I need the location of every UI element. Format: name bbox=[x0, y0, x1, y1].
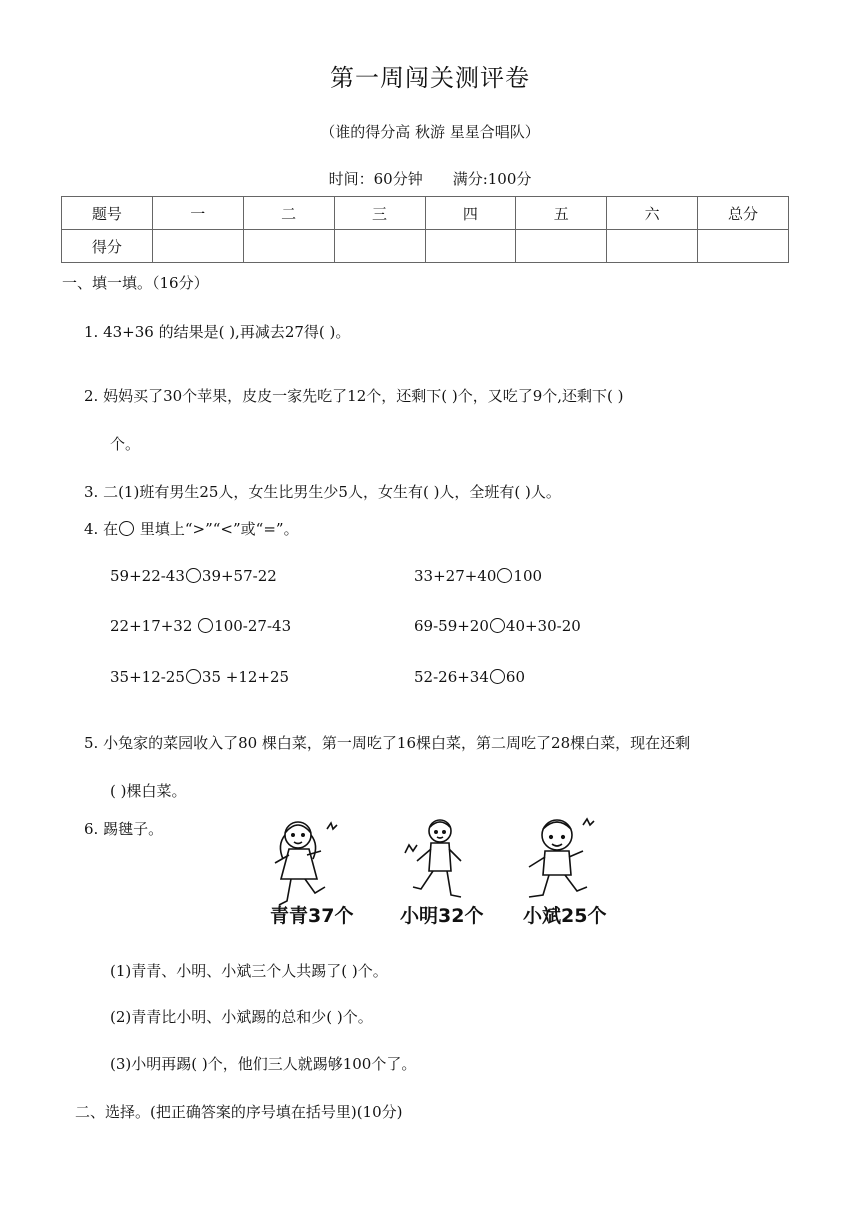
comparison-item bbox=[110, 567, 277, 585]
score-header-cell: 三 bbox=[334, 197, 425, 230]
comparison-circle[interactable] bbox=[186, 669, 201, 684]
question-6-sub-3: (3)小明再踢( )个，他们三人就踢够100个了。 bbox=[110, 1055, 417, 1073]
question-1: 1. 43+36 的结果是( ),再减去27得( )。 bbox=[84, 323, 351, 341]
question-6-sub-1: (1)青青、小明、小斌三个人共踢了( )个。 bbox=[110, 962, 388, 980]
comparison-left: 33+27+40 bbox=[414, 567, 497, 585]
score-header-cell: 二 bbox=[243, 197, 334, 230]
question-4-suffix: 里填上“>”“<”或“=”。 bbox=[135, 520, 299, 538]
score-cell[interactable] bbox=[334, 230, 425, 263]
section-1-heading: 一、填一填。（16分） bbox=[62, 274, 209, 292]
comparison-item bbox=[110, 668, 289, 686]
score-table-score-row bbox=[62, 230, 789, 263]
comparison-right: 100 bbox=[513, 567, 543, 585]
kid-label: 青青37个 bbox=[270, 905, 354, 927]
comparison-right: 40+30-20 bbox=[505, 617, 581, 635]
comparison-circle[interactable] bbox=[490, 618, 505, 633]
score-cell[interactable] bbox=[516, 230, 607, 263]
page-title: 第一周闯关测评卷 bbox=[330, 64, 530, 92]
score-header-cell: 一 bbox=[152, 197, 243, 230]
comparison-left: 52-26+34 bbox=[414, 668, 489, 686]
score-cell[interactable] bbox=[425, 230, 516, 263]
kids-illustration bbox=[265, 815, 615, 930]
comparison-item bbox=[414, 567, 542, 585]
score-header-cell: 题号 bbox=[62, 197, 153, 230]
question-4 bbox=[84, 518, 299, 539]
question-5-line-1: 5. 小兔家的菜园收入了80 棵白菜，第一周吃了16棵白菜，第二周吃了28棵白菜，现在还剩 bbox=[84, 734, 691, 752]
question-6: 6. 踢毽子。 bbox=[84, 820, 164, 838]
score-header-cell: 四 bbox=[425, 197, 516, 230]
comparison-right: 100-27-43 bbox=[214, 617, 292, 635]
comparison-item bbox=[110, 617, 291, 635]
comparison-item bbox=[414, 617, 581, 635]
score-table-header-row bbox=[62, 197, 789, 230]
comparison-right: 39+57-22 bbox=[201, 567, 277, 585]
full-score-label: 满分:100分 bbox=[452, 170, 532, 188]
question-5-line-2: ( )棵白菜。 bbox=[110, 782, 187, 800]
comparison-right: 60 bbox=[505, 668, 525, 686]
comparison-item bbox=[414, 668, 525, 686]
score-cell[interactable] bbox=[607, 230, 698, 263]
comparison-left: 69-59+20 bbox=[414, 617, 489, 635]
score-cell[interactable] bbox=[698, 230, 789, 263]
question-6-sub-2: (2)青青比小明、小斌踢的总和少( )个。 bbox=[110, 1008, 373, 1026]
comparison-circle[interactable] bbox=[497, 568, 512, 583]
question-2-line-2: 个。 bbox=[110, 435, 141, 453]
boy-figure-icon bbox=[405, 820, 461, 897]
question-3: 3. 二(1)班有男生25人，女生比男生少5人，女生有( )人，全班有( )人。 bbox=[84, 483, 561, 501]
kid-label: 小明32个 bbox=[400, 905, 484, 927]
score-header-cell: 五 bbox=[516, 197, 607, 230]
kids-illustration-svg bbox=[265, 815, 615, 930]
circle-icon bbox=[119, 521, 134, 536]
score-cell[interactable] bbox=[152, 230, 243, 263]
comparison-left: 59+22-43 bbox=[110, 567, 185, 585]
question-4-prefix: 4. 在 bbox=[84, 520, 119, 538]
kid-label: 小斌25个 bbox=[523, 905, 607, 927]
score-row-label: 得分 bbox=[62, 230, 153, 263]
score-cell[interactable] bbox=[243, 230, 334, 263]
boy-figure-icon bbox=[529, 819, 594, 897]
question-2-line-1: 2. 妈妈买了30个苹果，皮皮一家先吃了12个，还剩下( )个，又吃了9个,还剩下( ) bbox=[84, 387, 624, 405]
time-score-info bbox=[0, 168, 860, 189]
comparison-circle[interactable] bbox=[490, 669, 505, 684]
comparison-left: 35+12-25 bbox=[110, 668, 185, 686]
girl-figure-icon bbox=[275, 822, 337, 905]
comparison-left: 22+17+32 bbox=[110, 617, 198, 635]
page-subtitle: （谁的得分高 秋游 星星合唱队） bbox=[320, 123, 540, 141]
time-label: 时间：60分钟 bbox=[328, 170, 423, 188]
score-table bbox=[61, 196, 789, 263]
comparison-circle[interactable] bbox=[186, 568, 201, 583]
comparison-right: 35 +12+25 bbox=[201, 668, 290, 686]
section-2-heading: 二、选择。(把正确答案的序号填在括号里)(10分) bbox=[75, 1103, 403, 1121]
score-header-cell: 六 bbox=[607, 197, 698, 230]
comparison-circle[interactable] bbox=[198, 618, 213, 633]
score-header-cell: 总分 bbox=[698, 197, 789, 230]
